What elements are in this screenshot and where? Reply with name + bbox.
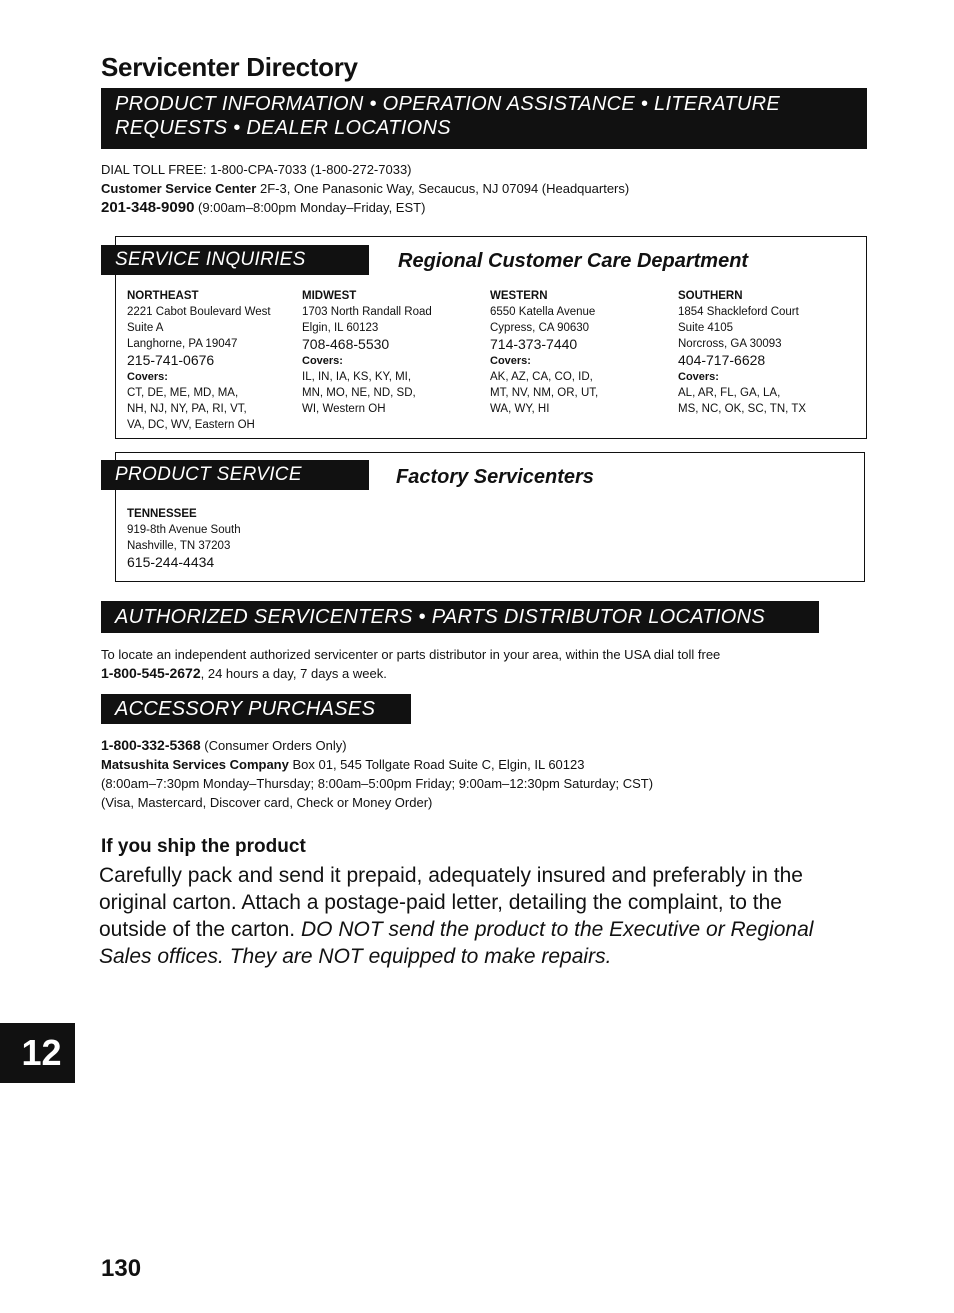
covers-label: Covers: — [127, 371, 168, 383]
accessory-block — [101, 736, 901, 812]
intro-block — [101, 160, 901, 217]
region-name: NORTHEAST — [127, 290, 199, 302]
covers-label: Covers: — [490, 355, 531, 367]
authorized-text — [101, 645, 861, 683]
bar-line-2: REQUESTS • DEALER LOCATIONS — [115, 117, 451, 139]
region-northeast — [127, 288, 299, 433]
page-title: Servicenter Directory — [101, 52, 358, 82]
address-line: Suite A — [127, 322, 164, 334]
covers-line: IL, IN, IA, KS, KY, MI, — [302, 371, 412, 383]
covers-line: MN, MO, NE, ND, SD, — [302, 387, 416, 399]
hq-phone: 201-348-9090 — [101, 199, 195, 216]
authorized-text-1: To locate an independent authorized servicenter or parts distributor in your area, within the USA dial toll free — [101, 647, 721, 662]
address-line: 919-8th Avenue South — [127, 524, 241, 536]
page-number: 130 — [101, 1255, 142, 1282]
covers-line: CT, DE, ME, MD, MA, — [127, 387, 239, 399]
accessory-phone: 1-800-332-5368 — [101, 737, 201, 753]
region-midwest — [302, 288, 482, 417]
service-inquiries-tab: SERVICE INQUIRIES — [101, 245, 369, 275]
authorized-text-2: , 24 hours a day, 7 days a week. — [200, 666, 387, 681]
bar-line-1: PRODUCT INFORMATION • OPERATION ASSISTANCE • LITERATURE — [115, 93, 780, 115]
address-line: 6550 Katella Avenue — [490, 306, 596, 318]
factory-tennessee — [127, 506, 347, 571]
covers-line: NH, NJ, NY, PA, RI, VT, — [127, 403, 247, 415]
dial-label: DIAL TOLL FREE: — [101, 162, 207, 177]
covers-line: AK, AZ, CA, CO, ID, — [490, 371, 593, 383]
covers-label: Covers: — [302, 355, 343, 367]
accessory-purchases-bar: ACCESSORY PURCHASES — [101, 694, 411, 724]
region-phone: 714-373-7440 — [490, 336, 578, 352]
address-line: 1854 Shackleford Court — [678, 306, 799, 318]
product-service-tab: PRODUCT SERVICE — [101, 460, 369, 490]
shipping-text: Carefully pack and send it prepaid, adequately insured and preferably in the original carton. Attach a postage-paid letter, detailing the complaint, to the outside of the carton. — [99, 864, 803, 941]
csc-address: 2F-3, One Panasonic Way, Secaucus, NJ 07094 (Headquarters) — [259, 181, 630, 196]
address-line: Norcross, GA 30093 — [678, 338, 782, 350]
address-line: 2221 Cabot Boulevard West — [127, 306, 271, 318]
region-name: WESTERN — [490, 290, 548, 302]
csc-line — [101, 179, 901, 198]
dial-number: 1-800-CPA-7033 (1-800-272-7033) — [210, 162, 412, 177]
company-address: Box 01, 545 Tollgate Road Suite C, Elgin, IL 60123 — [292, 757, 585, 772]
accessory-phone-line — [101, 736, 901, 755]
covers-label: Covers: — [678, 371, 719, 383]
region-phone: 708-468-5530 — [302, 336, 390, 352]
region-phone: 404-717-6628 — [678, 352, 766, 368]
company-name: Matsushita Services Company — [101, 757, 289, 772]
hq-line — [101, 198, 901, 217]
address-line: Elgin, IL 60123 — [302, 322, 379, 334]
covers-line: WI, Western OH — [302, 403, 386, 415]
covers-line: WA, WY, HI — [490, 403, 550, 415]
shipping-heading: If you ship the product — [101, 836, 306, 857]
address-line: Nashville, TN 37203 — [127, 540, 231, 552]
region-western — [490, 288, 670, 417]
covers-line: AL, AR, FL, GA, LA, — [678, 387, 781, 399]
address-line: Langhorne, PA 19047 — [127, 338, 238, 350]
covers-line: MS, NC, OK, SC, TN, TX — [678, 403, 807, 415]
dial-line — [101, 160, 901, 179]
address-line: Suite 4105 — [678, 322, 733, 334]
location-name: TENNESSEE — [127, 508, 197, 520]
accessory-phone-note: (Consumer Orders Only) — [204, 738, 347, 753]
shipping-paragraph — [99, 862, 851, 970]
authorized-phone: 1-800-545-2672 — [101, 665, 201, 681]
address-line: 1703 North Randall Road — [302, 306, 432, 318]
hq-hours: (9:00am–8:00pm Monday–Friday, EST) — [198, 200, 426, 215]
company-line — [101, 755, 901, 774]
covers-line: VA, DC, WV, Eastern OH — [127, 419, 255, 431]
accessory-hours: (8:00am–7:30pm Monday–Thursday; 8:00am–5:00pm Friday; 9:00am–12:30pm Saturday; CST) — [101, 776, 654, 791]
csc-label: Customer Service Center — [101, 181, 257, 196]
location-phone: 615-244-4434 — [127, 554, 215, 570]
region-southern — [678, 288, 858, 417]
authorized-servicenters-bar: AUTHORIZED SERVICENTERS • PARTS DISTRIBUTOR LOCATIONS — [101, 601, 819, 633]
region-name: SOUTHERN — [678, 290, 743, 302]
shipping-warning: DO NOT send the product to the Executive or Regional Sales offices. They are NOT equipped to make repairs. — [99, 918, 814, 968]
factory-servicenters-heading: Factory Servicenters — [396, 466, 594, 488]
regional-care-heading: Regional Customer Care Department — [398, 250, 749, 272]
product-information-bar — [101, 88, 867, 149]
address-line: Cypress, CA 90630 — [490, 322, 590, 334]
chapter-tab: 12 — [0, 1023, 75, 1083]
region-name: MIDWEST — [302, 290, 357, 302]
region-phone: 215-741-0676 — [127, 352, 215, 368]
covers-line: MT, NV, NM, OR, UT, — [490, 387, 599, 399]
accessory-payment: (Visa, Mastercard, Discover card, Check or Money Order) — [101, 795, 433, 810]
